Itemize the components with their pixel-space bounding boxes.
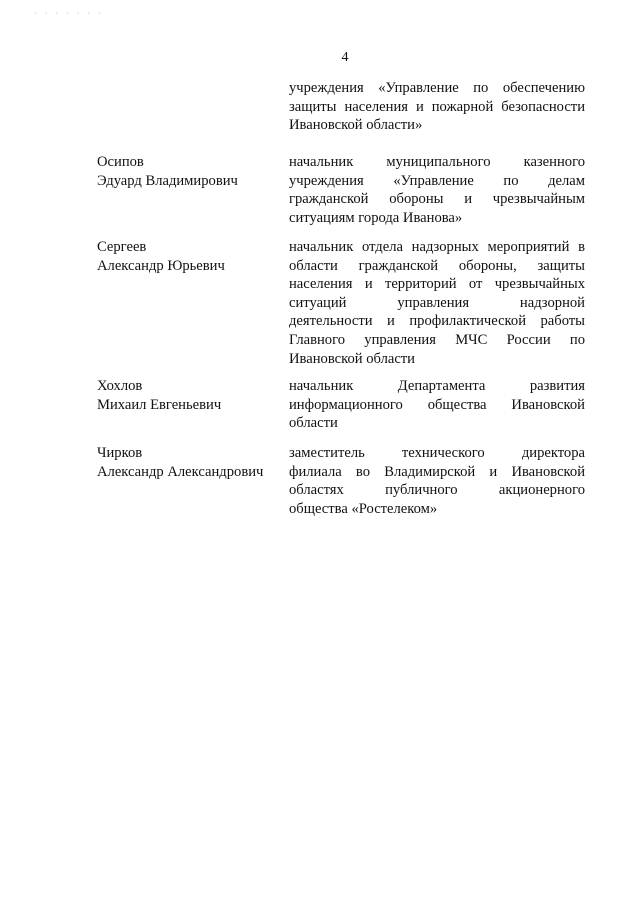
position-line: области гражданской обороны, защиты xyxy=(289,257,585,274)
position-line: начальник Департамента развития xyxy=(289,378,585,394)
position-line: филиала во Владимирской и Ивановской xyxy=(289,463,585,480)
member-given-names: Александр Юрьевич xyxy=(97,257,225,274)
continuation-line: учреждения «Управление по обеспечению xyxy=(289,80,585,96)
position-line: общества «Ростелеком» xyxy=(289,500,438,517)
position-line: начальник отдела надзорных мероприятий в xyxy=(289,239,585,255)
member-surname: Осипов xyxy=(97,154,144,170)
position-line: деятельности и профилактической работы xyxy=(289,313,585,330)
scan-artifact-marks: · · · · · · · xyxy=(34,9,104,18)
member-given-names: Александр Александрович xyxy=(97,463,264,480)
member-surname: Сергеев xyxy=(97,239,147,255)
position-line: информационного общества Ивановской xyxy=(289,396,585,413)
position-line: Ивановской области xyxy=(289,350,415,367)
member-name xyxy=(97,153,282,190)
position-line: населения и территорий от чрезвычайных xyxy=(289,276,585,293)
member-given-names: Эдуард Владимирович xyxy=(97,172,238,189)
member-name xyxy=(97,238,282,275)
member-name xyxy=(97,377,282,414)
position-line: учреждения «Управление по делам xyxy=(289,172,585,189)
continuation-line: защиты населения и пожарной безопасности xyxy=(289,98,585,115)
position-line: гражданской обороны и чрезвычайным xyxy=(289,191,585,208)
position-line: Главного управления МЧС России по xyxy=(289,331,585,348)
member-name xyxy=(97,444,282,481)
position-line: областях публичного акционерного xyxy=(289,482,585,499)
position-line: заместитель технического директора xyxy=(289,445,585,461)
member-surname: Хохлов xyxy=(97,378,143,394)
continuation-line: Ивановской области» xyxy=(289,117,423,134)
member-given-names: Михаил Евгеньевич xyxy=(97,396,222,413)
position-line: области xyxy=(289,415,338,432)
member-position xyxy=(289,377,585,433)
continuation-text xyxy=(289,79,585,135)
member-position xyxy=(289,153,585,227)
position-line: начальник муниципального казенного xyxy=(289,154,585,170)
member-surname: Чирков xyxy=(97,445,143,461)
member-position xyxy=(289,444,585,518)
position-line: ситуациям города Иванова» xyxy=(289,209,463,226)
position-line: ситуаций управления надзорной xyxy=(289,294,585,311)
page-number: 4 xyxy=(341,50,349,65)
member-position xyxy=(289,238,585,368)
